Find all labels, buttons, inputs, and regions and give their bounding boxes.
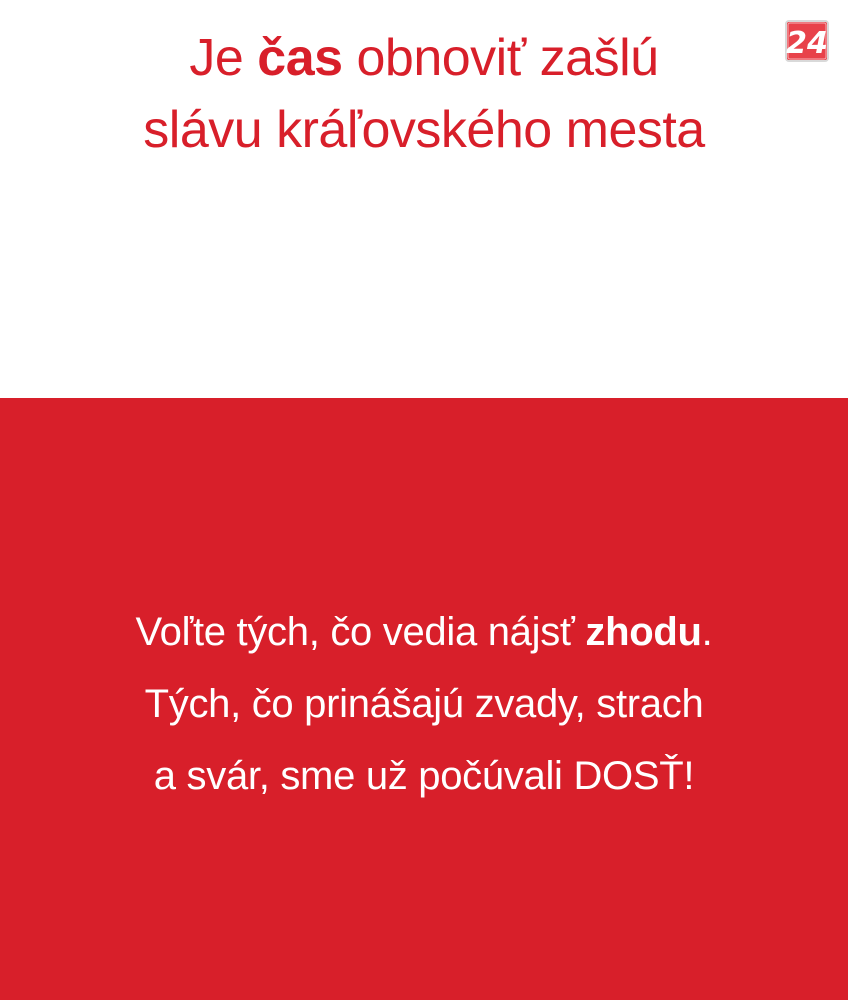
slogan-line-3: a svár, sme už počúvali DOSŤ! xyxy=(153,754,695,798)
slogan-bold-word: zhodu xyxy=(585,610,702,654)
headline xyxy=(0,22,848,166)
headline-bold-word: čas xyxy=(257,29,343,87)
slogan-period: . xyxy=(701,610,713,654)
slogan-text-1: Voľte tých, čo vedia nájsť xyxy=(135,610,586,654)
bottom-red-section xyxy=(0,398,848,1000)
headline-line-2: slávu kráľovského mesta xyxy=(143,101,705,159)
logo-24-text: 24 xyxy=(786,26,828,61)
top-white-section xyxy=(0,0,848,398)
slogan xyxy=(0,596,848,812)
headline-line-1 xyxy=(0,22,848,94)
headline-text-2: obnoviť zašlú xyxy=(342,29,659,87)
logo-24-icon xyxy=(783,18,831,64)
slogan-line-1 xyxy=(0,596,848,668)
headline-text-1: Je xyxy=(189,29,258,87)
slogan-line-2: Tých, čo prinášajú zvady, strach xyxy=(144,682,704,726)
